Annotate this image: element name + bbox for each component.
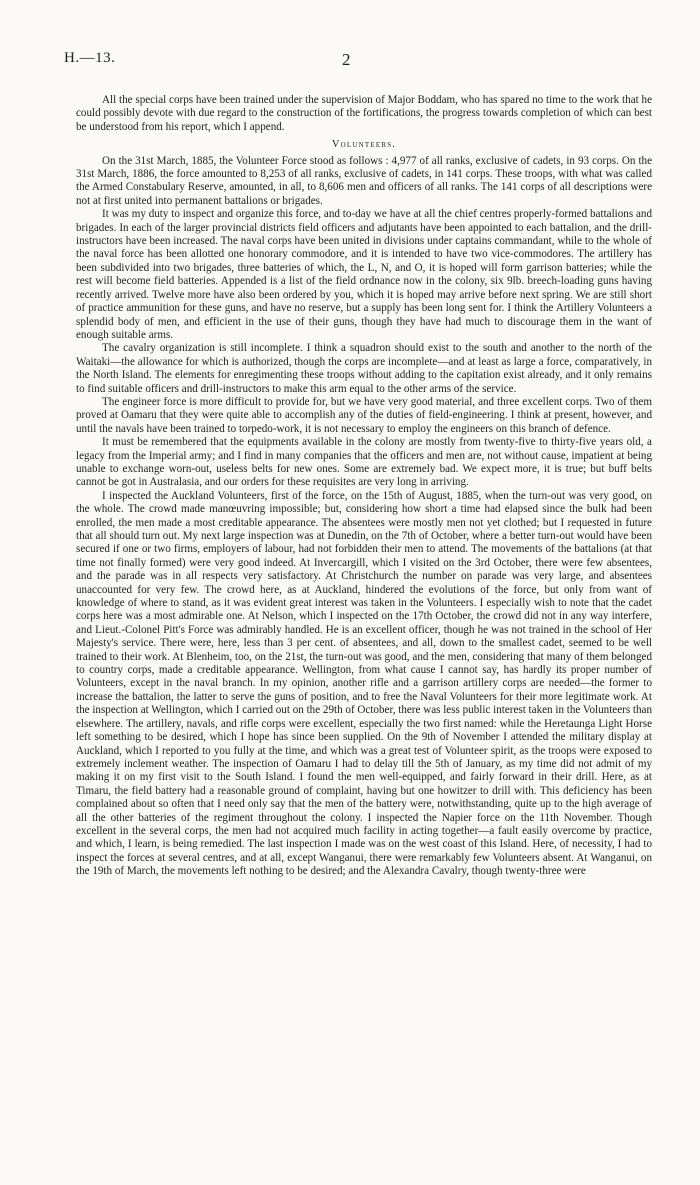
paragraph-engineers: The engineer force is more difficult to provide for, but we have very good material, and three excellent corps. Two of them proved at Oamaru that they were quite able to accomplish any of the duties of field-engineering. I think at present, however, and until the navals have been trained to torpedo-work, it is not necessary to employ the engineers on this branch of defence. bbox=[76, 395, 652, 435]
paragraph-inspections: I inspected the Auckland Volunteers, first of the force, on the 15th of August, 1885, when the turn-out was very good, on the whole. The crowd made manœuvring impossible; but, considering how short a time had elapsed since the bulk had been enrolled, the men made a most creditable appearance. The absentees were mostly men not yet clothed; but I requested in future that all should turn out. My next large inspection was at Dunedin, on the 7th of October, where a better turn-out would have been secured if one or two firms, employers of labour, had not forbidden their men to attend. The movements of the battalions (at that time not finally formed) were very good indeed. At Invercargill, which I visited on the 3rd October, there were few absentees, and the parade was in all respects very satisfactory. At Christchurch the number on parade was very large, and absentees unaccounted for very few. The crowd here, as at Auckland, hindered the evolutions of the force, but only from want of knowledge of where to stand, as it was evident great interest was taken in the Volunteers. I especially wish to note that the cadet corps here was a most admirable one. At Nelson, which I inspected on the 17th October, the crowd did not in any way interfere, and Lieut.-Colonel Pitt's Force was admirably handled. He is an excellent officer, though he was not trained in the school of Her Majesty's service. There were, here, less than 3 per cent. of absentees, and all, down to the smallest cadet, seemed to be well trained to their work. At Blenheim, too, on the 21st, the turn-out was good, and the men, considering that many of them belonged to country corps, made a creditable appearance. Wellington, from what cause I cannot say, has hardly its proper number of Volunteers, except in the naval branch. In my opinion, another rifle and a garrison artillery corps are needed—the former to increase the battalion, the latter to serve the guns of position, and to free the Naval Volunteers for their more legitimate work. At the inspection at Wellington, which I carried out on the 29th of October, there was less public interest taken in the Volunteers than elsewhere. The artillery, navals, and rifle corps were excellent, especially the two first named: while the Heretaunga Light Horse left something to be desired, which I hope has since been supplied. On the 9th of November I attended the military display at Auckland, which I reported to you fully at the time, and which was a great test of Volunteer spirit, as the troops were exposed to extremely inclement weather. The inspection of Oamaru I had to delay till the 5th of January, as my time did not admit of my making it on my first visit to the South Island. I found the men well-equipped, and fairly forward in their drill. Here, as at Timaru, the field battery had a reasonable ground of complaint, having but one howitzer to drill with. This deficiency has been complained about so often that I need only say that the men of the battery were, notwithstanding, quite up to the high average of all the other batteries of the regiment throughout the colony. I inspected the Napier force on the 11th November. Though excellent in the several corps, the men had not acquired much facility in acting together—a fault easily overcome by practice, and which, I learn, is being remedied. The last inspection I made was on the west coast of this Island. Here, of necessity, I had to inspect the forces at several centres, and at all, except Wanganui, there were remarkably few Volunteers absent. At Wanganui, on the 19th of March, the movements left nothing to be desired; and the Alexandra Cavalry, though twenty-three were bbox=[76, 489, 653, 878]
paragraph-organization: It was my duty to inspect and organize this force, and to-day we have at all the chief centres properly-formed battalions and brigades. In each of the larger provincial districts field officers and adjutants have been appointed to each battalion, and the drill-instructors have been increased. The naval corps have been united in divisions under captains commandant, while to the whole of the naval force has been allotted one honorary commodore, and it is intended to have two vice-commodores. The artillery has been subdivided into two brigades, three batteries of which, the L, N, and O, it is hoped will form garrison batteries; while the rest will become field batteries. Appended is a list of the field ordnance now in the colony, six 9lb. breech-loading guns having recently arrived. Twelve more have also been ordered by you, which it is hoped may arrive before next spring. We are still short of practice ammunition for these guns, and have no reserve, but a supply has been long sent for. I think the Artillery Volunteers a splendid body of men, and efficient in the use of their guns, though they have had much to discourage them in the want of enough suitable arms. bbox=[76, 208, 652, 341]
intro-paragraph: All the special corps have been trained under the supervision of Major Boddam, who has spared no time to the work that he could possibly devote with due regard to the construction of the fortifications, the progress towards completion of which can best be understood from his report, which I append. bbox=[76, 94, 652, 133]
report-body bbox=[76, 94, 652, 879]
page-number: 2 bbox=[342, 50, 351, 69]
document-reference: H.—13. bbox=[64, 50, 116, 66]
section-heading: Volunteers. bbox=[331, 139, 397, 151]
paragraph-cadet-strength: On the 31st March, 1885, the Volunteer Force stood as follows : 4,977 of all ranks, exclusive of cadets, in 93 corps. On the 31st March, 1886, the force amounted to 8,253 of all ranks, exclusive of cadets, in 141 corps. These troops, with what was called the Armed Constabulary Reserve, amounted, in all, to 8,606 men and officers of all ranks. The 141 corps of all descriptions were not at first united into permanent battalions or brigades. bbox=[76, 154, 652, 207]
paragraph-cavalry: The cavalry organization is still incomplete. I think a squadron should exist to the south and another to the north of the Waitaki—the allowance for which is authorized, though the corps are incomplete—and at least as large a force, comparatively, in the North Island. The elements for enregimenting these troops without adding to the capitation exist already, and it only remains to find suitable officers and drill-instructors to make this arm equal to the other arms of the service. bbox=[76, 342, 652, 395]
paragraph-equipment: It must be remembered that the equipments available in the colony are mostly from twenty-five to thirty-five years old, a legacy from the Imperial army; and I find in many companies that the officers and men are, not without cause, impatient at being unable to exchange worn-out, useless belts for new ones. Some are extremely bad. We expect more, it is true; but buff belts cannot be got in Australasia, and our orders for these requisites are very long in arriving. bbox=[76, 436, 652, 489]
